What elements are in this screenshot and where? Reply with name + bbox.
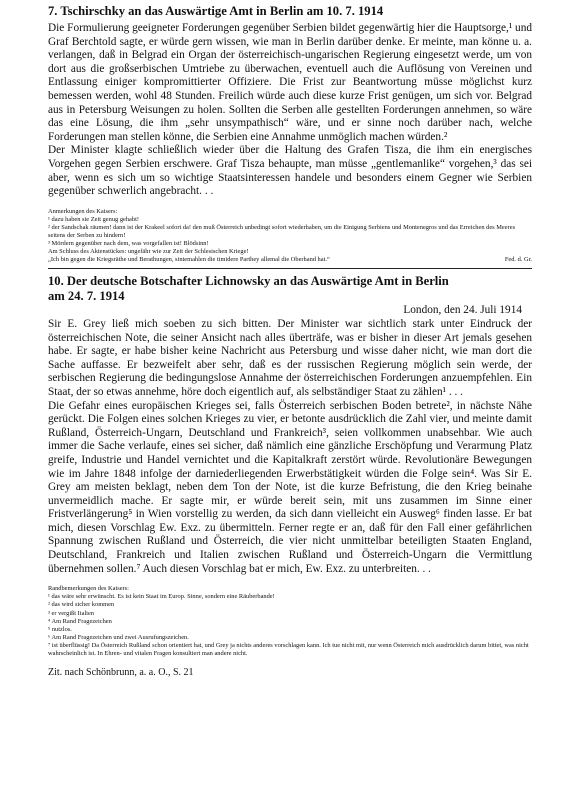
doc7-heading: 7. Tschirschky an das Auswärtige Amt in Berlin am 10. 7. 1914 [48,4,384,18]
footnote: Am Schluss des Aktenstückes: ungefähr wie zur Zeit der Schlesischen Kriege! [48,248,249,256]
footnote-text: „Ich bin gegen die Kriegsräthe und Berathungen, sintemahlen die timidere Parthey allemal die Oberhand hat.“ [48,256,330,264]
footnote: ² der Sandschak räumen! dann ist der Krakeel sofort da! den muß Österreich unbedingt sofort wiederhaben, um die Einigung Serbiens und Montenegros und das Erreichen des Meeres seitens der Serben zu hindern! [48,223,516,239]
doc7-footnotes [48,208,532,265]
doc10-dateline: London, den 24. Juli 1914 [403,304,522,317]
doc10-footnotes [48,585,532,658]
footnote [48,256,532,264]
doc7-paragraph-2: Der Minister klagte schließlich wieder über die Haltung des Grafen Tisza, die ihm ein energisches Vorgehen gegen Serbien erschwere. Graf Tisza behaupte, man müsse „gentlemanlike“ vorgehen,³ das sei aber, wenn es sich um so wichtige Staatsinteressen handele und besonders einem Gegner wie Serbien gegenüber schwerlich angebracht. . . [48,144,532,198]
footnote-title: Randbemerkungen des Kaisers: [48,585,129,593]
footnote: ¹ das wäre sehr erwünscht. Es ist kein Staat im Europ. Sinne, sondern eine Räuberbande! [48,593,275,601]
footnote-title: Anmerkungen des Kaisers: [48,207,118,215]
document-page [48,4,532,678]
doc7-paragraph-1: Die Formulierung geeigneter Forderungen gegenüber Serbien bildet gegenwärtig hier die Hauptsorge,¹ und Graf Berchtold sagte, er würde gern wissen, wie man in Berlin darüber denke. Er meinte, man könne u. a. verlangen, daß in Belgrad ein Organ der österreichisch-ungarischen Regierung eingesetzt werde, um von dort aus die großserbischen Umtriebe zu überwachen, eventuell auch die Auflösung von Vereinen und Entlassung einiger kompromittierter Offiziere. Die Frist zur Beantwortung müsse möglichst kurz bemessen werden, wohl 48 Stunden. Freilich würde auch diese kurze Frist genügen, um sich vor. Belgrad aus in Petersburg Weisungen zu holen. Sollten die Serben alle gestellten Forderungen annehmen, so wäre das eine Lösung, die ihm „sehr unsympathisch“ wäre, und er sinne noch darüber nach, welche Forderungen man stellen könne, die Serbien eine Annahme unmöglich machen würden.² [48,22,532,143]
doc10-paragraph-1: Sir E. Grey ließ mich soeben zu sich bitten. Der Minister war sichtlich stark unter Eindruck der österreichischen Note, die seiner Ansicht nach alles überträfe, was er bisher in dieser Art jemals gesehen habe. Er sagte, er habe bisher keine Nachricht aus Petersburg und wisse daher nicht, wie man dort die Sache auffasse. Er bezweifelt aber sehr, daß es der russischen Regierung möglich sein werde, der serbischen Regierung die bedingungslose Annahme der österreichischen Forderungen anzuempfehlen. Ein Staat, der so etwas annehme, höre doch eigentlich auf, als selbständiger Staat zu zählen¹ . . . [48,317,532,398]
doc10-paragraph-2: Die Gefahr eines europäischen Krieges sei, falls Österreich serbischen Boden betrete², in nächste Nähe gerückt. Die Folgen eines solchen Krieges zu vier, er betonte ausdrücklich die Zahl vier, und meinte damit Rußland, Österreich-Ungarn, Deutschland und Frankreich³, seien vollkommen unabsehbar. Wie auch immer die Sache verlaufe, eines sei sicher, daß nämlich eine gänzliche Erschöpfung und Verarmung Platz greife, Industrie und Handel vernichtet und die Kapitalkraft zerstört würde. Revolutionäre Bewegungen wie im Jahre 1848 infolge der darniederliegenden Erwerbstätigkeit würden die Folge sein⁴. Was Sir E. Grey am meisten beklagt, neben dem Ton der Note, ist die kurze Befristung, die den Krieg beinahe unvermeidlich mache. Er sagte mir, er würde bereit sein, mit uns zusammen im Sinne einer Fristverlängerung⁵ in Wien vorstellig zu werden, da sich dann vielleicht ein Ausweg⁶ finden lasse. Er bat mich, diesen Vorschlag Ew. Exz. zu übermitteln. Ferner regte er an, daß für den Fall einer gefährlichen Spannung zwischen Rußland und Österreich, die vier nicht unmittelbar beteiligten Staaten England, Deutschland, Frankreich und Italien zwischen Rußland und Österreich-Ungarn die Vermittlung übernehmen sollen.⁷ Auch diesen Vorschlag bat er mich, Ew. Exz. zu unterbreiten. . . [48,399,532,575]
footnote: ⁵ nutzlos. [48,625,72,633]
footnote: ⁶ Am Rand Fragezeichen und zwei Ausrufungszeichen. [48,633,189,641]
doc10-heading: 10. Der deutsche Botschafter Lichnowsky an das Auswärtige Amt in Berlin [48,274,449,289]
doc7-source: Fed. d. Gr. [504,256,532,264]
section-divider [48,268,532,269]
footnote: ⁷ ist überflüssig! Da Österreich Rußland schon orientiert hat, und Grey ja nichts anderes vorschlagen kann. Ich tue nicht mit, nur wenn Österreich mich ausdrücklich darum bittet, was nicht wahrscheinlich ist. In Ehren- und vitalen Fragen konsultiert man andere nicht. [48,641,529,657]
footnote: ¹ dazu haben sie Zeit genug gehabt! [48,215,139,223]
footnote: ³ er vergißt Italien [48,609,94,617]
doc10-source: Zit. nach Schönbrunn, a. a. O., S. 21 [48,667,194,679]
footnote: ⁴ Am Rand Fragezeichen [48,617,112,625]
footnote: ³ Mördern gegenüber nach dem, was vorgefallen ist! Blödsinn! [48,240,209,248]
doc10-heading-date: am 24. 7. 1914 [48,289,125,304]
footnote: ² das wird sicher kommen [48,601,115,609]
